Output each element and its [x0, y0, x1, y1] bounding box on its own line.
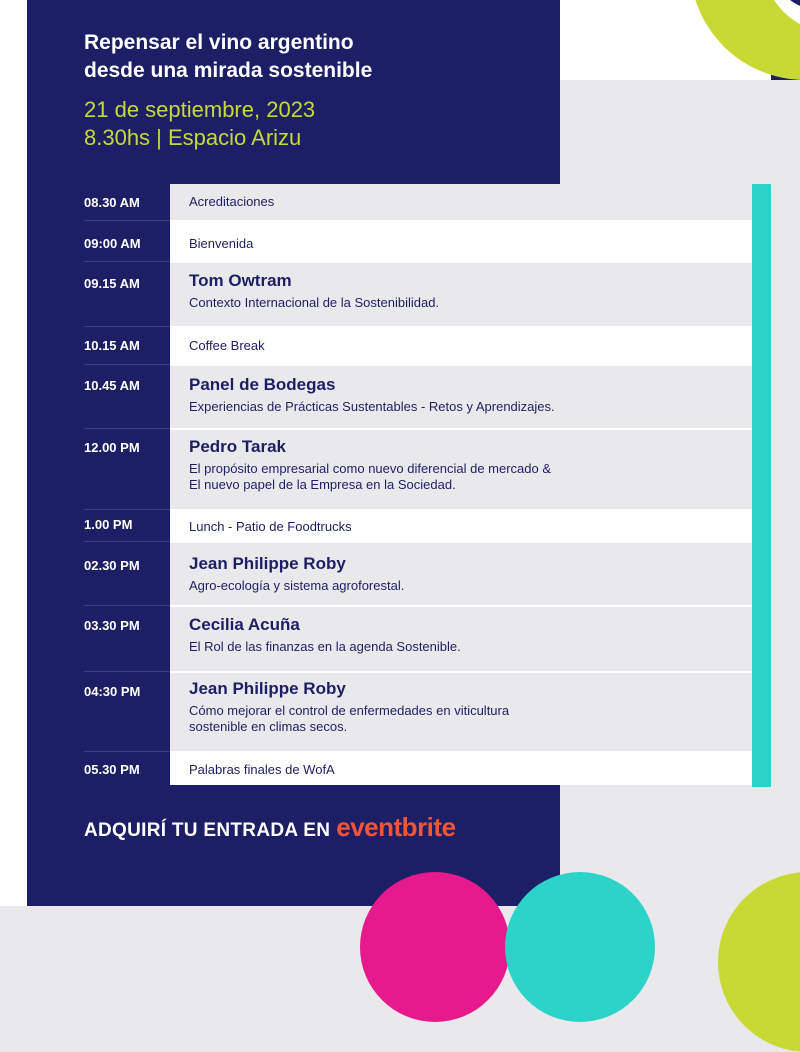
event-title [84, 29, 372, 85]
schedule-speaker: Panel de Bodegas [189, 375, 336, 394]
lime-circle-decoration-bottom [718, 872, 800, 1052]
schedule-time: 03.30 PM [84, 605, 170, 671]
schedule-row [84, 261, 752, 326]
schedule-row [84, 428, 752, 509]
schedule-row [84, 326, 752, 364]
teal-circle-decoration [505, 872, 655, 1022]
event-time-place: 8.30hs | Espacio Arizu [84, 125, 302, 150]
schedule-description: Agro-ecología y sistema agroforestal. [189, 578, 405, 593]
schedule-time: 10.45 AM [84, 364, 170, 428]
schedule-description: Lunch - Patio de Foodtrucks [189, 519, 352, 534]
magenta-circle-decoration [360, 872, 510, 1022]
schedule-content [170, 220, 752, 261]
schedule-content [170, 184, 752, 220]
schedule-row [84, 751, 752, 785]
schedule-time: 04:30 PM [84, 671, 170, 751]
schedule-row [84, 509, 752, 541]
schedule-time: 02.30 PM [84, 541, 170, 605]
schedule-content [170, 671, 752, 751]
schedule-description-line1: El propósito empresarial como nuevo diferencial de mercado & [189, 461, 552, 476]
schedule-speaker: Tom Owtram [189, 271, 292, 290]
schedule-table [84, 184, 752, 785]
schedule-description-line2: sostenible en climas secos. [189, 719, 348, 734]
schedule-speaker: Jean Philippe Roby [189, 554, 346, 573]
schedule-row [84, 605, 752, 671]
schedule-time: 08.30 AM [84, 195, 140, 210]
schedule-speaker: Jean Philippe Roby [189, 679, 346, 698]
schedule-content [170, 428, 752, 509]
cta-text: ADQUIRÍ TU ENTRADA EN [84, 820, 331, 841]
schedule-description: Acreditaciones [189, 194, 275, 209]
schedule-content [170, 541, 752, 605]
schedule-content [170, 261, 752, 326]
schedule-row [84, 220, 752, 261]
schedule-row [84, 671, 752, 751]
schedule-row [84, 364, 752, 428]
schedule-time: 09.15 AM [84, 261, 170, 326]
schedule-content [170, 364, 752, 428]
eventbrite-logo[interactable]: eventbrite [336, 812, 456, 842]
schedule-row [84, 541, 752, 605]
schedule-row [84, 184, 752, 220]
schedule-time: 10.15 AM [84, 326, 170, 364]
teal-accent-bar [752, 184, 771, 787]
schedule-content [170, 751, 752, 785]
schedule-content [170, 326, 752, 364]
schedule-time: 1.00 PM [84, 509, 170, 541]
schedule-description: Bienvenida [189, 236, 254, 251]
event-title-line2: desde una mirada sostenible [84, 59, 373, 82]
schedule-content [170, 605, 752, 671]
ticket-cta[interactable] [84, 812, 456, 843]
schedule-description: El Rol de las finanzas en la agenda Sostenible. [189, 639, 461, 654]
schedule-description: Experiencias de Prácticas Sustentables - Retos y Aprendizajes. [189, 399, 555, 414]
schedule-time: 12.00 PM [84, 428, 170, 509]
schedule-description: Coffee Break [189, 338, 265, 353]
schedule-content [170, 509, 752, 541]
schedule-description: Contexto Internacional de la Sostenibilidad. [189, 295, 440, 310]
schedule-description-line1: Cómo mejorar el control de enfermedades en viticultura [189, 703, 510, 718]
schedule-time: 05.30 PM [84, 751, 170, 785]
schedule-speaker: Cecilia Acuña [189, 615, 300, 634]
left-margin-strip [0, 0, 27, 906]
schedule-time: 09:00 AM [84, 220, 170, 261]
schedule-description-line2: El nuevo papel de la Empresa en la Sociedad. [189, 477, 456, 492]
schedule-speaker: Pedro Tarak [189, 437, 287, 456]
event-date-block [84, 96, 315, 152]
schedule-description: Palabras finales de WofA [189, 762, 335, 777]
event-date: 21 de septiembre, 2023 [84, 97, 316, 122]
event-title-line1: Repensar el vino argentino [84, 31, 354, 54]
